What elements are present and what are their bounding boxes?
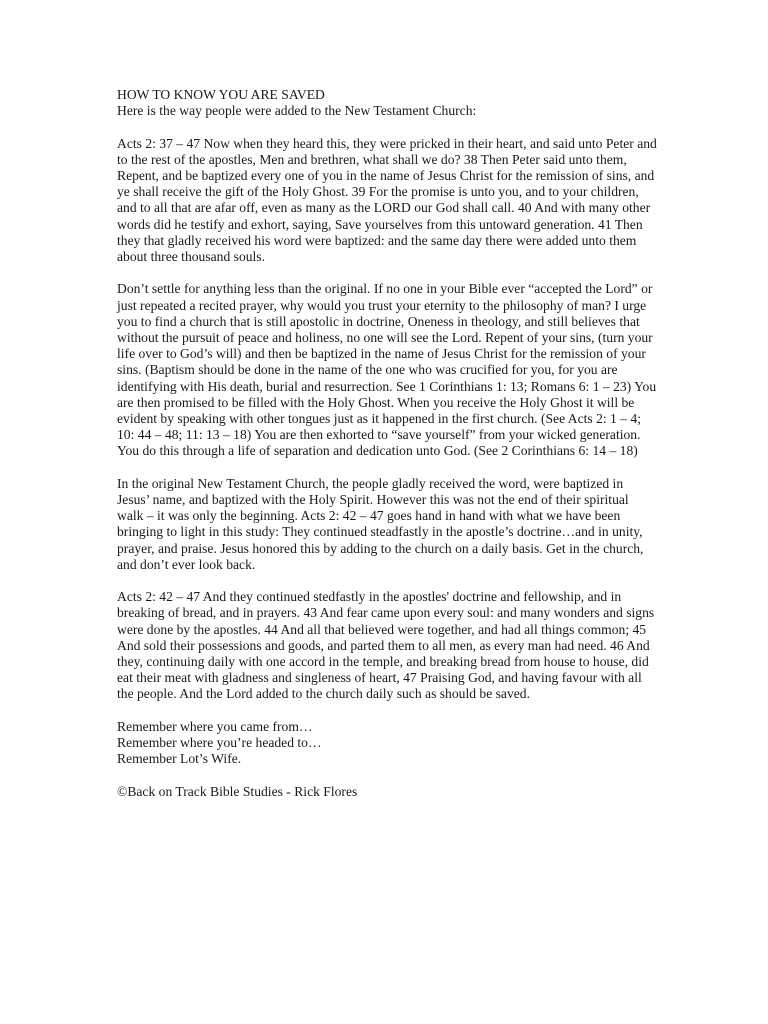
document-title: HOW TO KNOW YOU ARE SAVED: [117, 87, 325, 102]
paragraph-acts-2-42: Acts 2: 42 – 47 And they continued stedfastly in the apostles' doctrine and fellowship, and in breaking of bread, and in prayers. 43 And fear came upon every soul: and many wonders and signs were done by the apostles. 44 And all that believed were together, and had all things common; 45 And sold their possessions and goods, and parted them to all men, as every man had need. 46 And they, continuing daily with one accord in the temple, and breaking bread from house to house, did eat their meat with gladness and singleness of heart, 47 Praising God, and having favour with all the people. And the Lord added to the church daily such as should be saved.: [117, 589, 655, 702]
intro-line: Here is the way people were added to the New Testament Church:: [117, 103, 477, 119]
document-page: [117, 87, 657, 800]
reminder-line: Remember Lot’s Wife.: [117, 751, 242, 767]
paragraph-acts-2-37: Acts 2: 37 – 47 Now when they heard this, they were pricked in their heart, and said unto Peter and to the rest of the apostles, Men and brethren, what shall we do? 38 Then Peter said unto them, Repent, and be baptized every one of you in the name of Jesus Christ for the remission of sins, and ye shall receive the gift of the Holy Ghost. 39 For the promise is unto you, and to your children, and to all that are afar off, even as many as the LORD our God shall call. 40 And with many other words did he testify and exhort, saying, Save yourselves from this untoward generation. 41 Then they that gladly received his word were baptized: and the same day there were added unto them about three thousand souls.: [117, 135, 657, 265]
reminder-line: Remember where you’re headed to…: [117, 735, 322, 751]
reminder-line: Remember where you came from…: [117, 718, 313, 734]
paragraph-dont-settle: Don’t settle for anything less than the original. If no one in your Bible ever “accepted the Lord” or just repeated a recited prayer, why would you trust your eternity to the philosophy of man? I urge you to find a church that is still apostolic in doctrine, Oneness in theology, and still believes that without the pursuit of peace and holiness, no one will see the Lord. Repent of your sins, (turn your life over to God’s will) and then be baptized in the name of Jesus Christ for the remission of your sins. (Baptism should be done in the name of the one who was crucified for you, for you are identifying with His death, burial and resurrection. See 1 Corinthians 1: 13; Romans 6: 1 – 23) You are then promised to be filled with the Holy Ghost. When you receive the Holy Ghost it will be evident by speaking with other tongues just as it happened in the first church. (See Acts 2: 1 – 4; 10: 44 – 48; 11: 13 – 18) You are then exhorted to “save yourself” from your wicked generation. You do this through a life of separation and dedication unto God. (See 2 Corinthians 6: 14 – 18): [117, 281, 657, 459]
paragraph-original-church: In the original New Testament Church, the people gladly received the word, were baptized in Jesus’ name, and baptized with the Holy Spirit. However this was not the end of their spiritual walk – it was only the beginning. Acts 2: 42 – 47 goes hand in hand with what we have been bringing to light in this study: They continued steadfastly in the apostle’s doctrine…and in unity, prayer, and praise. Jesus honored this by adding to the church on a daily basis. Get in the church, and don’t ever look back.: [117, 475, 644, 572]
copyright-credit: ©Back on Track Bible Studies - Rick Flores: [117, 783, 358, 799]
reminders: [117, 719, 657, 768]
